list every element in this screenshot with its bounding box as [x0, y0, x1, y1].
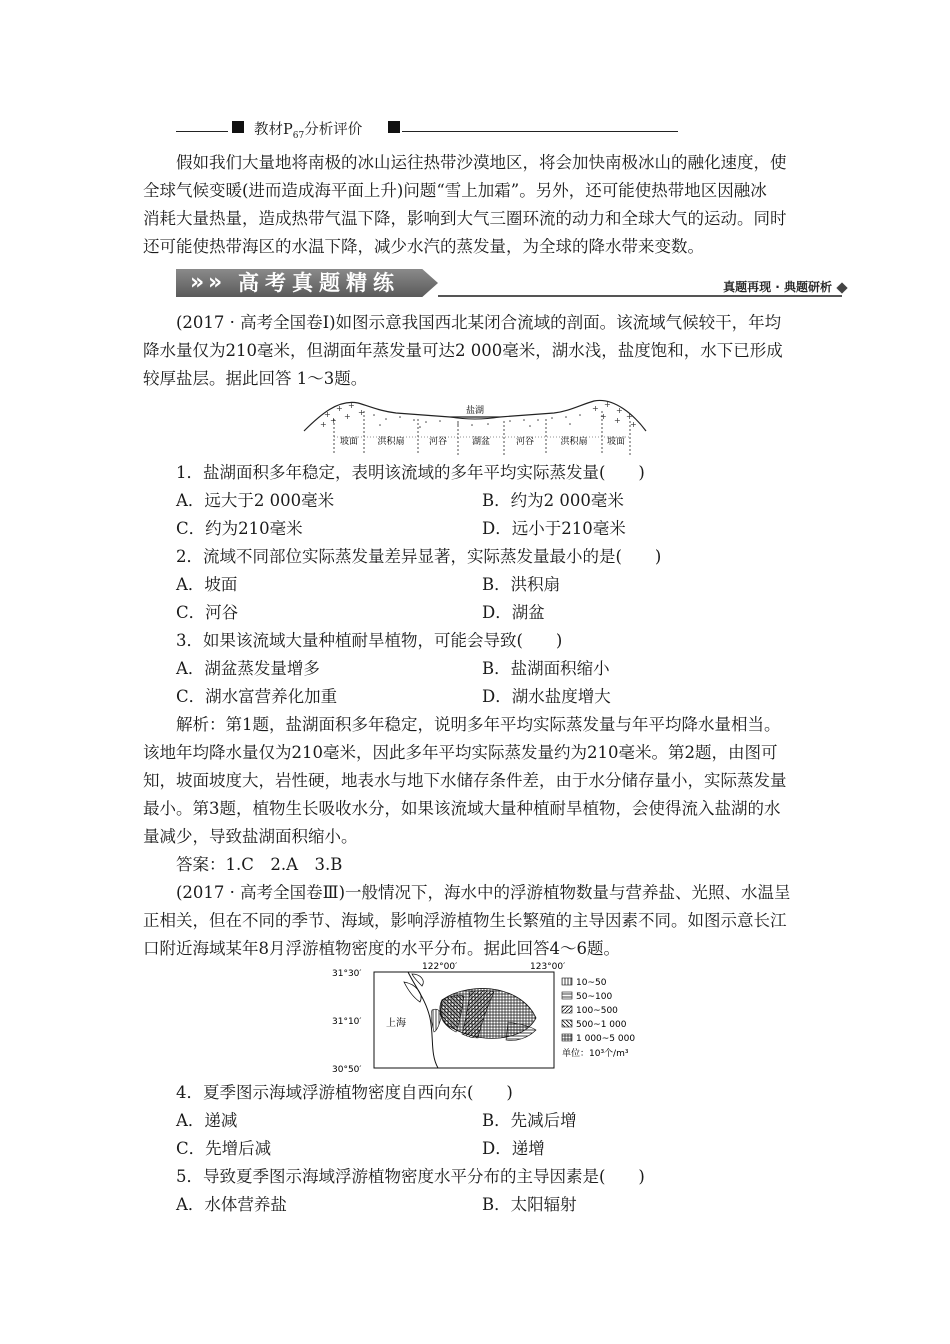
- header-rule-left: [176, 131, 228, 132]
- analysis-line: 知，坡面坡度大，岩性硬，地表水与地下水储存条件差，由于水分储存量小，实际蒸发量: [143, 771, 787, 790]
- lat-label: 31°30′: [332, 969, 362, 979]
- chevron-right-icon: »: [208, 270, 223, 295]
- svg-text:+: +: [320, 420, 327, 429]
- city-label: 上海: [386, 1018, 406, 1029]
- q2-option-d[interactable]: D．湖盆: [482, 603, 545, 622]
- q4-option-a[interactable]: A．递减: [176, 1111, 238, 1130]
- q5-stem: 5．导致夏季图示海域浮游植物密度水平分布的主导因素是( ): [176, 1167, 645, 1186]
- svg-text:+: +: [592, 404, 599, 413]
- para1-line: 消耗大量热量，造成热带气温下降，影响到大气三圈环流的动力和全球大气的运动。同时: [143, 209, 787, 228]
- legend-label: 1 000~5 000: [576, 1034, 636, 1044]
- square-bullet-icon: [232, 121, 244, 133]
- q1-stem: 1．盐湖面积多年稳定，表明该流域的多年平均实际蒸发量( ): [176, 463, 645, 482]
- q2-option-a[interactable]: A．坡面: [176, 575, 238, 594]
- svg-text:+: +: [604, 400, 611, 409]
- q5-option-b[interactable]: B．太阳辐射: [482, 1195, 577, 1214]
- q4-option-d[interactable]: D．递增: [482, 1139, 545, 1158]
- svg-text:+: +: [336, 404, 343, 413]
- q3-option-d[interactable]: D．湖水盐度增大: [482, 687, 611, 706]
- para1-line: 还可能使热带海区的水温下降，减少水汽的蒸发量，为全球的降水带来变数。: [143, 237, 704, 256]
- q2-stem: 2．流域不同部位实际蒸发量差异显著，实际蒸发量最小的是( ): [176, 547, 662, 566]
- q3-option-c[interactable]: C．湖水富营养化加重: [176, 687, 338, 706]
- zone-label: 洪积扇: [560, 437, 588, 447]
- sediment-pattern: [373, 414, 581, 428]
- legend-label: 100~500: [576, 1006, 618, 1016]
- legend-label: 10~50: [576, 978, 607, 988]
- basin-profile-figure: [300, 393, 650, 457]
- zone-dividers: [334, 411, 630, 455]
- legend-label: 500~1 000: [576, 1020, 627, 1030]
- q1-option-c[interactable]: C．约为210毫米: [176, 519, 303, 538]
- density-zone-10-50: [431, 1009, 442, 1032]
- legend-label: 50~100: [576, 992, 613, 1002]
- para1-line: 全球气候变暖(进而造成海平面上升)问题“雪上加霜”。另外，还可能使热带地区因融冰: [143, 181, 767, 200]
- analysis-line: 解析：第1题，盐湖面积多年稳定，说明多年平均实际蒸发量与年平均降水量相当。: [176, 715, 781, 734]
- svg-text:+: +: [324, 410, 331, 419]
- svg-text:+: +: [630, 420, 637, 429]
- q3-option-b[interactable]: B．盐湖面积缩小: [482, 659, 610, 678]
- svg-text:+: +: [600, 412, 607, 421]
- analysis-line: 该地年均降水量仅为210毫米，因此多年平均实际蒸发量约为210毫米。第2题，由图可: [143, 743, 778, 762]
- section-title: 教材$P_{67}$分析评价: [254, 122, 363, 141]
- zone-label: 坡面: [606, 437, 626, 447]
- para1-line: 假如我们大量地将南极的冰山运往热带沙漠地区，将会加快南极冰山的融化速度，使: [176, 153, 787, 172]
- q1-option-a[interactable]: A．远大于2 000毫米: [176, 491, 335, 510]
- answer-line: 答案：1.C 2.A 3.B: [176, 855, 343, 874]
- lat-label: 31°10′: [332, 1017, 362, 1027]
- svg-text:+: +: [358, 408, 365, 417]
- section-banner: [176, 266, 848, 300]
- q4-option-b[interactable]: B．先减后增: [482, 1111, 577, 1130]
- lat-label: 30°50′: [332, 1065, 362, 1075]
- diamond-icon: [836, 282, 847, 293]
- intro2-line: 正相关，但在不同的季节、海域，影响浮游植物生长繁殖的主导因素不同。如图示意长江: [143, 911, 787, 930]
- lake-label: 盐湖: [465, 406, 485, 416]
- lon-label: 122°00′: [422, 962, 458, 972]
- intro2-line: (2017 · 高考全国卷Ⅲ)一般情况下，海水中的浮游植物数量与营养盐、光照、水温呈: [176, 883, 791, 902]
- svg-text:+: +: [348, 401, 355, 410]
- zone-label: 河谷: [515, 437, 535, 447]
- chevron-right-icon: »: [190, 270, 205, 295]
- banner-title: 高考真题精练: [238, 271, 400, 295]
- q1-option-d[interactable]: D．远小于210毫米: [482, 519, 626, 538]
- intro1-line: 降水量仅为210毫米，但湖面年蒸发量可达2 000毫米，湖水浅，盐度饱和，水下已形成: [143, 341, 783, 360]
- zone-label: 坡面: [339, 437, 359, 447]
- banner-subtitle: 真题再现 · 典题研析: [723, 280, 832, 294]
- zone-label: 洪积扇: [377, 437, 405, 447]
- legend-unit: 单位：10³个/m³: [562, 1049, 629, 1059]
- svg-text:+: +: [614, 416, 621, 425]
- q3-option-a[interactable]: A．湖盆蒸发量增多: [176, 659, 320, 678]
- intro1-line: (2017 · 高考全国卷Ⅰ)如图示意我国西北某闭合流域的剖面。该流域气候较干，年均: [176, 313, 782, 332]
- q2-option-b[interactable]: B．洪积扇: [482, 575, 561, 594]
- analysis-line: 量减少，导致盐湖面积缩小。: [143, 827, 358, 846]
- intro2-line: 口附近海域某年8月浮游植物密度的水平分布。据此回答4～6题。: [143, 939, 620, 958]
- q4-stem: 4．夏季图示海域浮游植物密度自西向东( ): [176, 1083, 513, 1102]
- svg-text:+: +: [616, 406, 623, 415]
- plankton-map-figure: [330, 960, 660, 1080]
- section-header: [176, 118, 696, 140]
- lon-label: 123°00′: [530, 962, 566, 972]
- header-rule-right: [402, 131, 678, 132]
- square-bullet-icon: [388, 121, 400, 133]
- q4-option-c[interactable]: C．先增后减: [176, 1139, 272, 1158]
- banner-underline: [438, 295, 842, 297]
- svg-text:+: +: [330, 416, 337, 425]
- q2-option-c[interactable]: C．河谷: [176, 603, 239, 622]
- zone-label: 湖盆: [471, 437, 491, 447]
- map-legend: [562, 978, 635, 1059]
- q3-stem: 3．如果该流域大量种植耐旱植物，可能会导致( ): [176, 631, 563, 650]
- intro1-line: 较厚盐层。据此回答 1～3题。: [143, 369, 368, 388]
- q5-option-a[interactable]: A．水体营养盐: [176, 1195, 287, 1214]
- svg-text:+: +: [344, 412, 351, 421]
- svg-text:+: +: [626, 412, 633, 421]
- analysis-line: 最小。第3题，植物生长吸收水分，如果该流域大量种植耐旱植物，会使得流入盐湖的水: [143, 799, 781, 818]
- zone-label: 河谷: [428, 437, 448, 447]
- q1-option-b[interactable]: B．约为2 000毫米: [482, 491, 624, 510]
